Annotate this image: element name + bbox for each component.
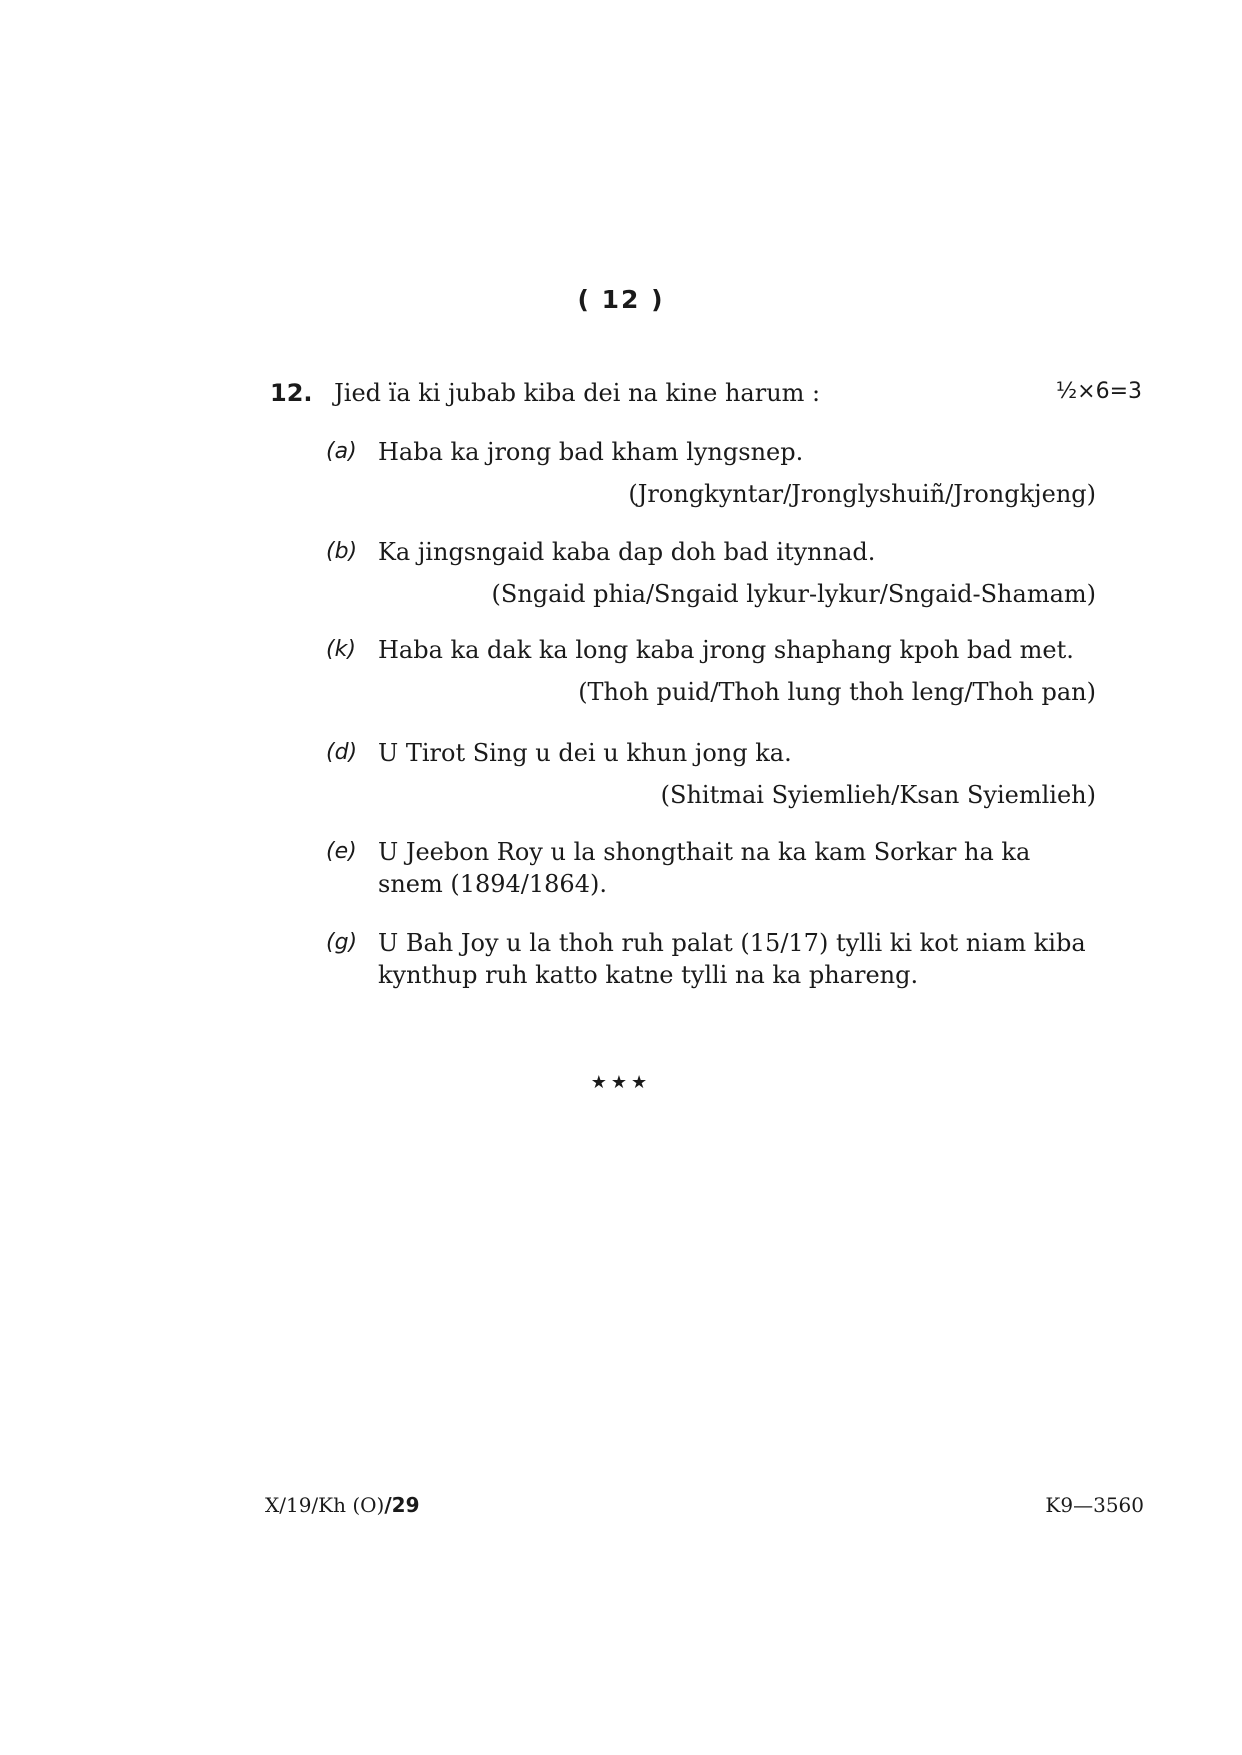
- item-options: (Jrongkyntar/Jronglyshuiñ/Jrongkjeng): [628, 480, 1096, 508]
- item-options: (Shitmai Syiemlieh/Ksan Syiemlieh): [660, 781, 1096, 809]
- question-marks: ½×6=3: [1055, 379, 1142, 404]
- item-d: [326, 737, 1096, 809]
- item-text: U Jeebon Roy u la shongthait na ka kam Sorkar ha ka snem (1894/1864).: [378, 838, 1031, 898]
- footer-code-suffix: /29: [384, 1493, 420, 1517]
- item-text: Ka jingsngaid kaba dap doh bad itynnad.: [378, 538, 876, 566]
- item-g: [326, 927, 1096, 991]
- end-marker: ★★★: [590, 1072, 652, 1093]
- item-e: [326, 836, 1096, 900]
- item-a: [326, 436, 1096, 508]
- page-number: ( 12 ): [577, 285, 665, 314]
- item-label: (g): [326, 930, 358, 955]
- item-label: (b): [326, 539, 358, 564]
- item-options: (Thoh puid/Thoh lung thoh leng/Thoh pan): [578, 678, 1096, 706]
- question-text: Jied ïa ki jubab kiba dei na kine harum :: [334, 379, 821, 407]
- item-b: [326, 536, 1096, 608]
- item-k: [326, 634, 1096, 706]
- footer-print-code: K9—3560: [1045, 1493, 1144, 1517]
- item-label: (a): [326, 439, 357, 464]
- item-text: U Tirot Sing u dei u khun jong ka.: [378, 739, 792, 767]
- footer-paper-code: [265, 1493, 420, 1517]
- question-header: [270, 379, 1142, 407]
- item-label: (d): [326, 740, 358, 765]
- footer-code-prefix: X/19/Kh (O): [265, 1493, 385, 1517]
- item-options: (Sngaid phia/Sngaid lykur-lykur/Sngaid-Shamam): [491, 580, 1096, 608]
- question-number: 12.: [270, 379, 313, 407]
- item-text: Haba ka dak ka long kaba jrong shaphang kpoh bad met.: [378, 636, 1074, 664]
- item-label: (k): [326, 637, 356, 662]
- item-text: Haba ka jrong bad kham lyngsnep.: [378, 438, 804, 466]
- item-text: U Bah Joy u la thoh ruh palat (15/17) tylli ki kot niam kiba kynthup ruh katto katne tylli na ka phareng.: [378, 929, 1086, 989]
- item-label: (e): [326, 839, 357, 864]
